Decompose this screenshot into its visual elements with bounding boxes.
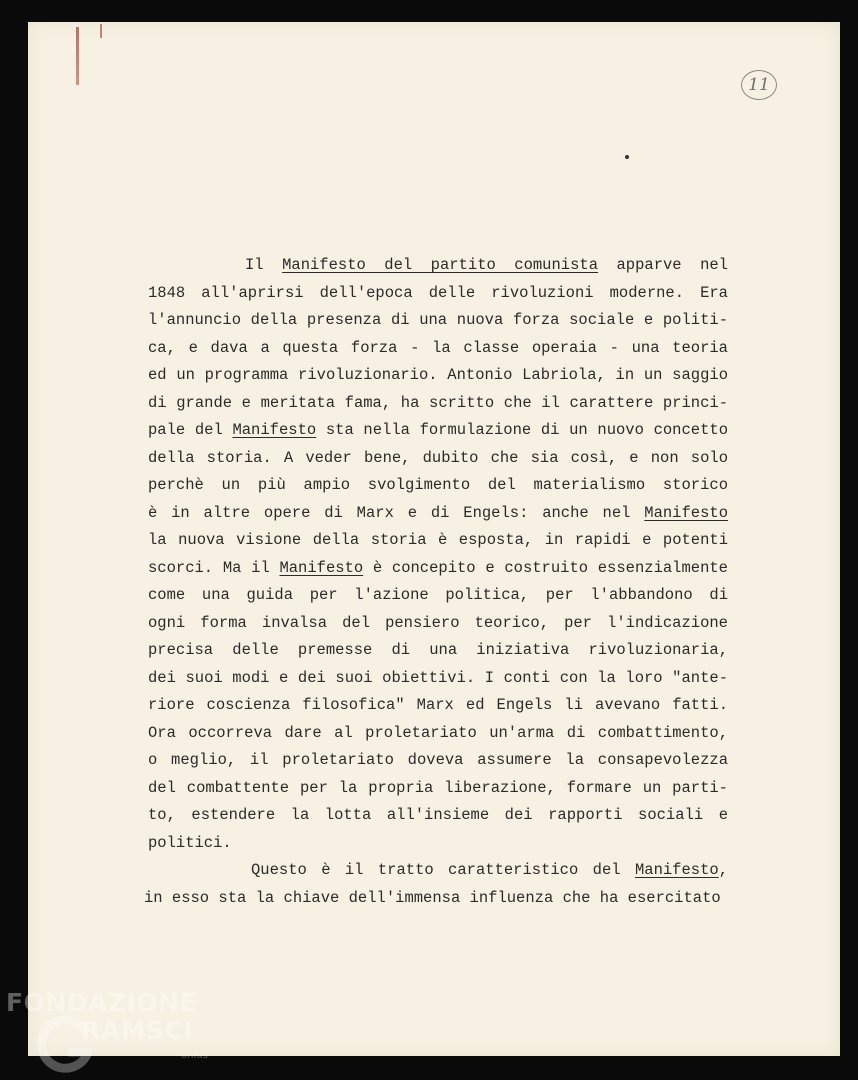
text-run: ed un programma rivoluzionario. Antonio Labriola, in un saggio <box>148 366 728 384</box>
text-run: è in altre opere di Marx e di Engels: anche nel <box>148 503 645 522</box>
text-run: della storia. A veder bene, dubito che sia così, e non solo <box>148 448 728 467</box>
archive-watermark-logo <box>6 986 216 1076</box>
text-line <box>148 692 728 720</box>
text-line <box>148 802 728 830</box>
text-run: perchè un più ampio svolgimento del materialismo storico <box>148 476 728 494</box>
text-line <box>148 390 728 418</box>
text-line <box>148 280 728 308</box>
page-number: 11 <box>741 70 777 100</box>
underlined-title: Manifesto <box>644 503 728 522</box>
text-line <box>148 335 728 363</box>
text-line <box>148 747 728 775</box>
ink-spot <box>625 155 629 159</box>
text-line <box>148 307 728 335</box>
text-run: Il <box>245 256 283 274</box>
text-run: del combattente per la propria liberazione, formare un parti- <box>148 778 728 797</box>
watermark-line-3: onlus <box>181 1050 208 1061</box>
text-line <box>148 775 728 803</box>
text-line <box>148 445 728 473</box>
text-line <box>148 637 728 665</box>
red-pencil-mark <box>100 24 102 38</box>
text-line <box>148 417 728 445</box>
underlined-title: Manifesto <box>232 421 317 439</box>
text-line <box>148 830 728 858</box>
text-run: è concepito e costruito essenzialmente <box>363 558 728 577</box>
text-run: la nuova visione della storia è esposta, in rapidi e potenti <box>148 531 728 549</box>
text-line <box>148 720 728 748</box>
text-line <box>148 665 728 693</box>
red-pencil-mark <box>76 27 79 85</box>
text-run: Questo è il tratto caratteristico del <box>251 861 635 879</box>
text-run: l'annuncio della presenza di una nuova forza sociale e politi- <box>148 311 728 329</box>
text-run: scorci. Ma il <box>148 558 280 577</box>
text-run: politici. <box>148 833 232 852</box>
text-line <box>148 610 728 638</box>
text-line <box>148 362 728 390</box>
text-line <box>148 857 728 885</box>
text-line <box>148 500 728 528</box>
text-run: to, estendere la lotta all'insieme dei rapporti sociali e <box>148 806 728 824</box>
text-line <box>148 252 728 280</box>
typescript-body <box>144 252 728 912</box>
text-line <box>144 885 728 913</box>
text-run: ogni forma invalsa del pensiero teorico, per l'indicazione <box>148 613 728 632</box>
watermark-line-1: FONDAZIONE <box>6 988 198 1017</box>
text-run: sta nella formulazione di un nuovo concetto <box>316 421 728 439</box>
text-run: pale del <box>148 421 233 439</box>
watermark-line-2: RAMSCI <box>81 1016 194 1045</box>
text-line <box>148 582 728 610</box>
text-run: Ora occorreva dare al proletariato un'arma di combattimento, <box>148 723 728 742</box>
text-run: o meglio, il proletariato doveva assumere la consapevolezza <box>148 751 728 769</box>
underlined-title: Manifesto <box>279 558 364 577</box>
text-run: , <box>718 861 728 879</box>
text-run: precisa delle premesse di una iniziativa rivoluzionaria, <box>148 641 728 659</box>
text-run: come una guida per l'azione politica, per l'abbandono di <box>148 586 728 604</box>
text-run: ca, e dava a questa forza - la classe operaia - una teoria <box>148 338 728 357</box>
underlined-title: Manifesto del partito comunista <box>282 256 598 274</box>
text-run: 1848 all'aprirsi dell'epoca delle rivoluzioni moderne. Era <box>148 283 728 302</box>
text-run: riore coscienza filosofica" Marx ed Engels li avevano fatti. <box>148 696 728 714</box>
text-run: dei suoi modi e dei suoi obiettivi. I conti con la loro "ante- <box>148 668 728 687</box>
text-run: apparve nel <box>598 256 728 274</box>
text-run: in esso sta la chiave dell'immensa influenza che ha esercitato <box>144 888 721 907</box>
underlined-title: Manifesto <box>634 861 719 879</box>
text-line <box>148 555 728 583</box>
text-run: di grande e meritata fama, ha scritto che il carattere princi- <box>148 393 728 412</box>
text-line <box>148 527 728 555</box>
text-line <box>148 472 728 500</box>
